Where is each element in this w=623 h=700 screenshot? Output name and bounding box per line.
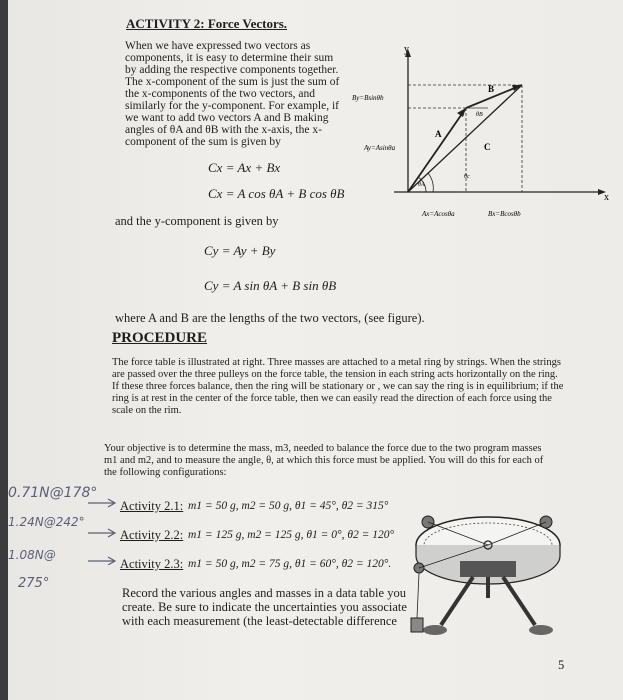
procedure-line: ring is at rest in the center of the force table, then we can easily read the direction of each force using the	[112, 393, 552, 404]
handwritten-note-1: 0.71N@178°	[8, 485, 98, 501]
procedure-line: If these three forces balance, then the ring will be stationary or , we can say the ring is in equilibrium; if the	[112, 381, 564, 392]
procedure-line: The force table is illustrated at right. Three masses are attached to a metal ring by strings. When the strings	[112, 357, 561, 368]
table-leg-right	[503, 577, 535, 625]
objective-line: Your objective is to determine the mass, m3, needed to balance the force due to the two program masses	[104, 443, 542, 454]
vector-diagram	[338, 40, 618, 230]
intro-line: we want to add two vectors A and B making	[125, 112, 329, 124]
equation-cy-sum: Cy = Ay + By	[204, 243, 276, 258]
objective-line: the following configurations:	[104, 467, 227, 478]
intro-line: component of the sum is given by	[125, 136, 281, 148]
document-page	[8, 0, 623, 700]
intro-line: by adding the respective components together.	[125, 64, 339, 76]
where-text: where A and B are the lengths of the two vectors, (see figure).	[115, 311, 425, 325]
activity-2-3-config: m1 = 50 g, m2 = 75 g, θ1 = 60°, θ2 = 120°.	[188, 558, 392, 570]
handwritten-note-3: 1.08N@	[8, 548, 56, 562]
equation-cy-sin: Cy = A sin θA + B sin θB	[204, 278, 337, 293]
bx-component-label: Bx=Bcosθb	[488, 210, 521, 218]
equation-cx-cos: Cx = A cos θA + B cos θB	[208, 186, 345, 201]
ay-component-label: Ay=Asinθa	[364, 144, 396, 152]
activity-2-2-label: Activity 2.2:	[120, 528, 184, 542]
intro-line: When we have expressed two vectors as	[125, 40, 311, 52]
activity-2-1-label: Activity 2.1:	[120, 499, 184, 513]
activity-heading: ACTIVITY 2: Force Vectors.	[126, 16, 288, 31]
procedure-line: are passed over the three pulleys on the force table, the tension in each string acts horizontally on the ring.	[112, 369, 558, 380]
vector-a-label: A	[435, 129, 442, 139]
x-axis-label: x	[604, 192, 609, 203]
table-center-hub	[460, 561, 516, 577]
activity-2-1-config: m1 = 50 g, m2 = 50 g, θ1 = 45°, θ2 = 315°	[188, 500, 389, 512]
vector-b-label: B	[488, 84, 495, 94]
theta-c-arc	[428, 173, 433, 192]
y-component-intro: and the y-component is given by	[115, 214, 279, 228]
record-line: Record the various angles and masses in a data table you	[122, 586, 406, 600]
ax-component-label: Ax=Acosθa	[422, 210, 455, 218]
theta-c-label: θc	[464, 174, 470, 180]
theta-a-label: θA	[418, 182, 425, 188]
handwritten-note-4: 275°	[18, 576, 50, 591]
activity-2-3-label: Activity 2.3:	[120, 557, 184, 571]
vector-a-line	[408, 108, 466, 192]
activity-2-2-config: m1 = 125 g, m2 = 125 g, θ1 = 0°, θ2 = 120°	[188, 529, 395, 541]
intro-line: similarly for the y-component. For example, if	[125, 100, 339, 112]
procedure-title: PROCEDURE	[112, 330, 208, 346]
handwritten-arrows	[86, 495, 122, 565]
intro-line: angles of θA and θB with the x-axis, the x-	[125, 124, 322, 136]
mass-hanger-icon	[411, 618, 423, 632]
equation-cx-sum: Cx = Ax + Bx	[208, 160, 281, 175]
page-number: 5	[558, 658, 565, 672]
objective-line: m1 and m2, and to measure the angle, θ, at which this force must be applied. You will do this for each of	[104, 455, 544, 466]
intro-line: the x-components of the two vectors, and	[125, 88, 316, 100]
pen-arrow-icon	[88, 499, 115, 507]
vector-c-label: C	[484, 142, 491, 152]
pen-arrow-icon	[88, 529, 115, 537]
hanging-string	[417, 573, 419, 618]
vector-a-arrow-icon	[457, 108, 466, 117]
table-foot-right	[529, 625, 553, 635]
table-foot-left	[423, 625, 447, 635]
handwritten-note-2: 1.24N@242°	[8, 515, 85, 529]
table-leg-left	[441, 577, 473, 625]
force-table-illustration	[403, 500, 573, 650]
y-axis-label: y	[404, 44, 409, 55]
pen-arrow-icon	[88, 557, 115, 565]
procedure-line: scale on the rim.	[112, 405, 182, 416]
theta-b-label: θB	[476, 112, 483, 118]
intro-line: The x-component of the sum is just the sum of	[125, 76, 340, 88]
record-line: create. Be sure to indicate the uncertainties you associate	[122, 600, 407, 614]
record-line: with each measurement (the least-detectable difference	[122, 614, 397, 628]
intro-line: components, it is easy to determine their sum	[125, 52, 334, 64]
by-component-label: By=Bsinθb	[352, 94, 384, 102]
